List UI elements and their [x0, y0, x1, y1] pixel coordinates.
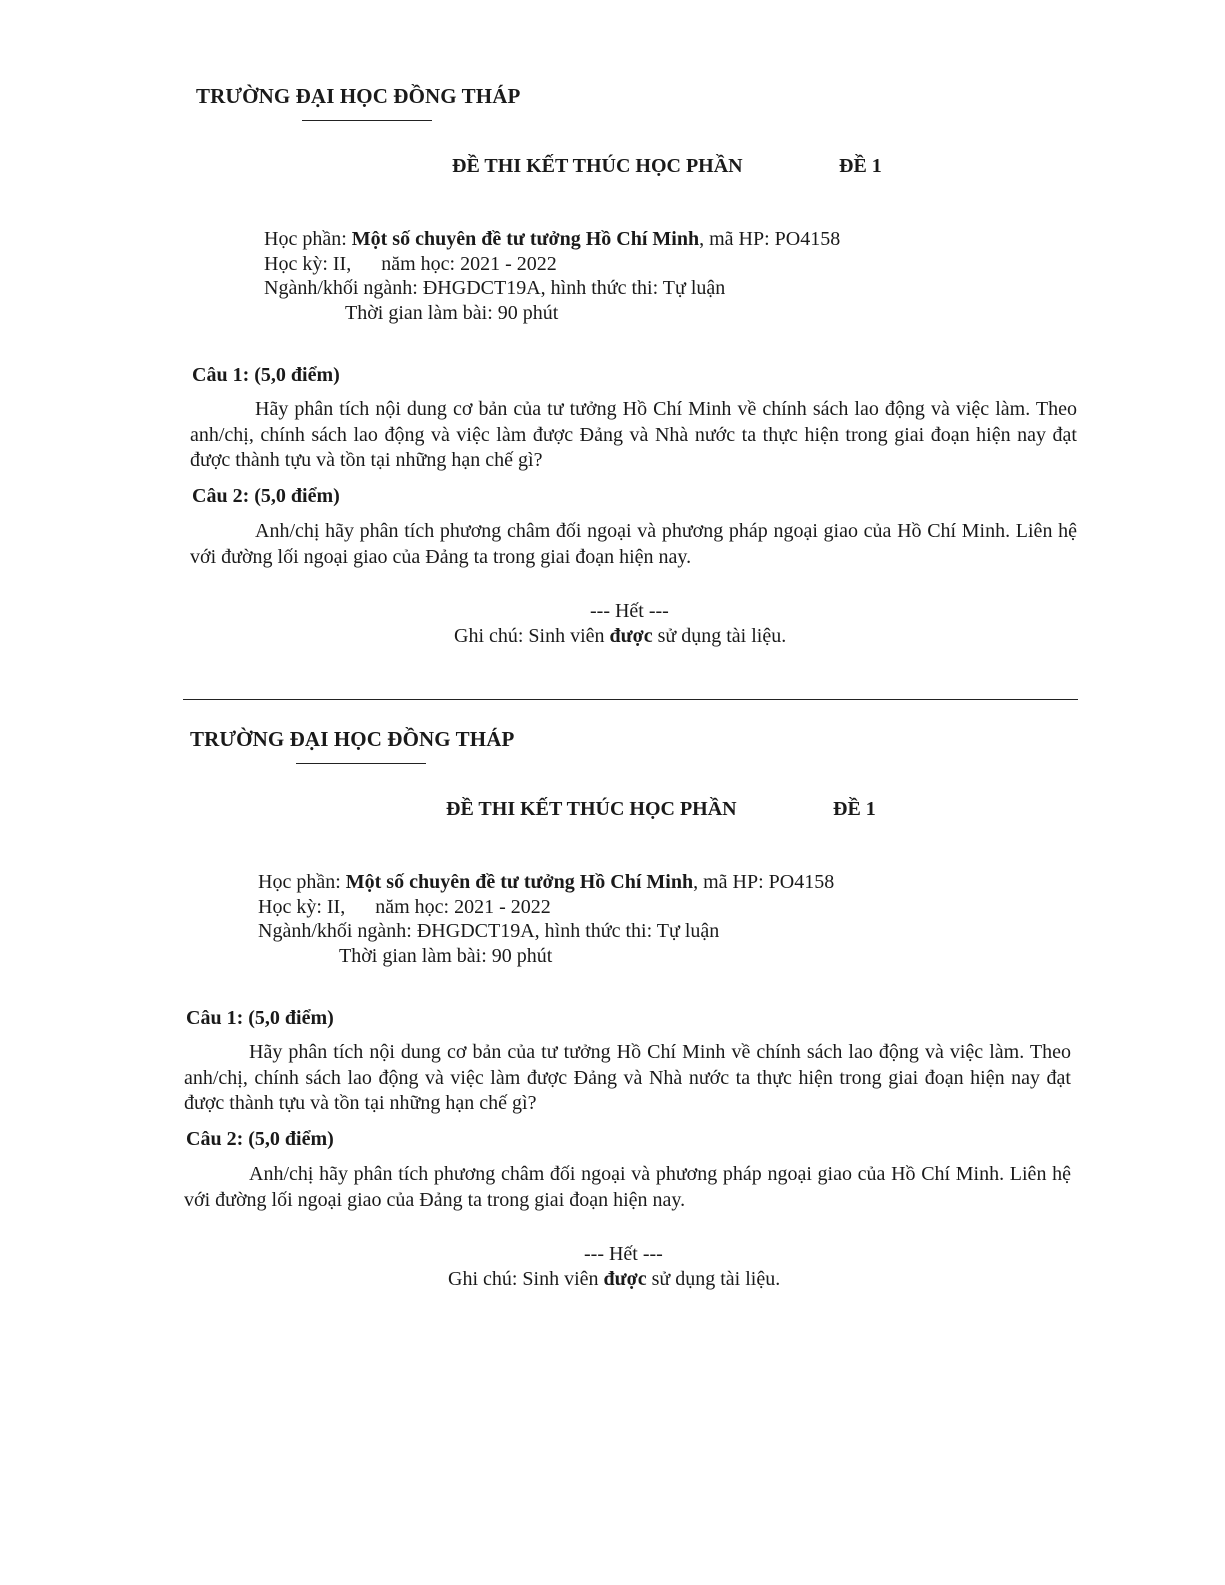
- note-bold: được: [603, 1268, 647, 1290]
- question-2-text: Anh/chị hãy phân tích phương châm đối ngoại và phương pháp ngoại giao của Hồ Chí Minh. Liên hệ với đường lối ngoại giao của Đảng ta trong giai đoạn hiện nay.: [184, 1163, 1071, 1211]
- school-year: năm học: 2021 - 2022: [381, 253, 557, 275]
- note-suffix: sử dụng tài liệu.: [646, 1268, 781, 1290]
- duration-line: Thời gian làm bài: 90 phút: [339, 945, 553, 967]
- note-prefix: Ghi chú: Sinh viên: [454, 625, 610, 647]
- major-line: Ngành/khối ngành: ĐHGDCT19A, hình thức thi: Tự luận: [264, 277, 726, 299]
- course-line: [264, 228, 840, 251]
- question-2-heading: Câu 2: (5,0 điểm): [192, 485, 340, 507]
- end-mark: --- Hết ---: [590, 600, 669, 622]
- note-bold: được: [609, 625, 653, 647]
- question-2-text: Anh/chị hãy phân tích phương châm đối ngoại và phương pháp ngoại giao của Hồ Chí Minh. Liên hệ với đường lối ngoại giao của Đảng ta trong giai đoạn hiện nay.: [190, 520, 1077, 568]
- exam-title: ĐỀ THI KẾT THÚC HỌC PHẦN: [446, 798, 737, 820]
- semester-line: [258, 896, 551, 919]
- note-suffix: sử dụng tài liệu.: [652, 625, 787, 647]
- question-1-text: Hãy phân tích nội dung cơ bản của tư tưởng Hồ Chí Minh về chính sách lao động và việc làm. Theo anh/chị, chính sách lao động và việc làm được Đảng và Nhà nước ta thực hiện trong giai đoạn hiện nay đạt được thành tựu và tồn tại những hạn chế gì?: [190, 398, 1077, 471]
- semester: Học kỳ: II,: [258, 896, 346, 918]
- school-year: năm học: 2021 - 2022: [375, 896, 551, 918]
- course-name: Một số chuyên đề tư tưởng Hồ Chí Minh: [351, 228, 700, 250]
- course-name: Một số chuyên đề tư tưởng Hồ Chí Minh: [345, 871, 694, 893]
- semester-line: [264, 253, 557, 276]
- exam-code: ĐỀ 1: [839, 155, 882, 177]
- course-prefix: Học phần:: [258, 871, 346, 893]
- course-code: , mã HP: PO4158: [699, 228, 841, 250]
- note: [448, 1268, 780, 1291]
- school-underline: [296, 763, 426, 764]
- course-code: , mã HP: PO4158: [693, 871, 835, 893]
- course-line: [258, 871, 834, 894]
- course-prefix: Học phần:: [264, 228, 352, 250]
- semester: Học kỳ: II,: [264, 253, 352, 275]
- question-1-text: Hãy phân tích nội dung cơ bản của tư tưởng Hồ Chí Minh về chính sách lao động và việc làm. Theo anh/chị, chính sách lao động và việc làm được Đảng và Nhà nước ta thực hiện trong giai đoạn hiện nay đạt được thành tựu và tồn tại những hạn chế gì?: [184, 1041, 1071, 1114]
- exam-copy-1: [0, 0, 1225, 647]
- question-1-heading: Câu 1: (5,0 điểm): [186, 1007, 334, 1029]
- exam-copy-2: [0, 643, 1219, 1290]
- exam-code: ĐỀ 1: [833, 798, 876, 820]
- school-underline: [302, 120, 432, 121]
- exam-title: ĐỀ THI KẾT THÚC HỌC PHẦN: [452, 155, 743, 177]
- note-prefix: Ghi chú: Sinh viên: [448, 1268, 604, 1290]
- school-name: TRƯỜNG ĐẠI HỌC ĐỒNG THÁP: [190, 727, 515, 751]
- major-line: Ngành/khối ngành: ĐHGDCT19A, hình thức thi: Tự luận: [258, 920, 720, 942]
- duration-line: Thời gian làm bài: 90 phút: [345, 302, 559, 324]
- question-1-heading: Câu 1: (5,0 điểm): [192, 364, 340, 386]
- question-2-heading: Câu 2: (5,0 điểm): [186, 1128, 334, 1150]
- end-mark: --- Hết ---: [584, 1243, 663, 1265]
- school-name: TRƯỜNG ĐẠI HỌC ĐỒNG THÁP: [196, 84, 521, 108]
